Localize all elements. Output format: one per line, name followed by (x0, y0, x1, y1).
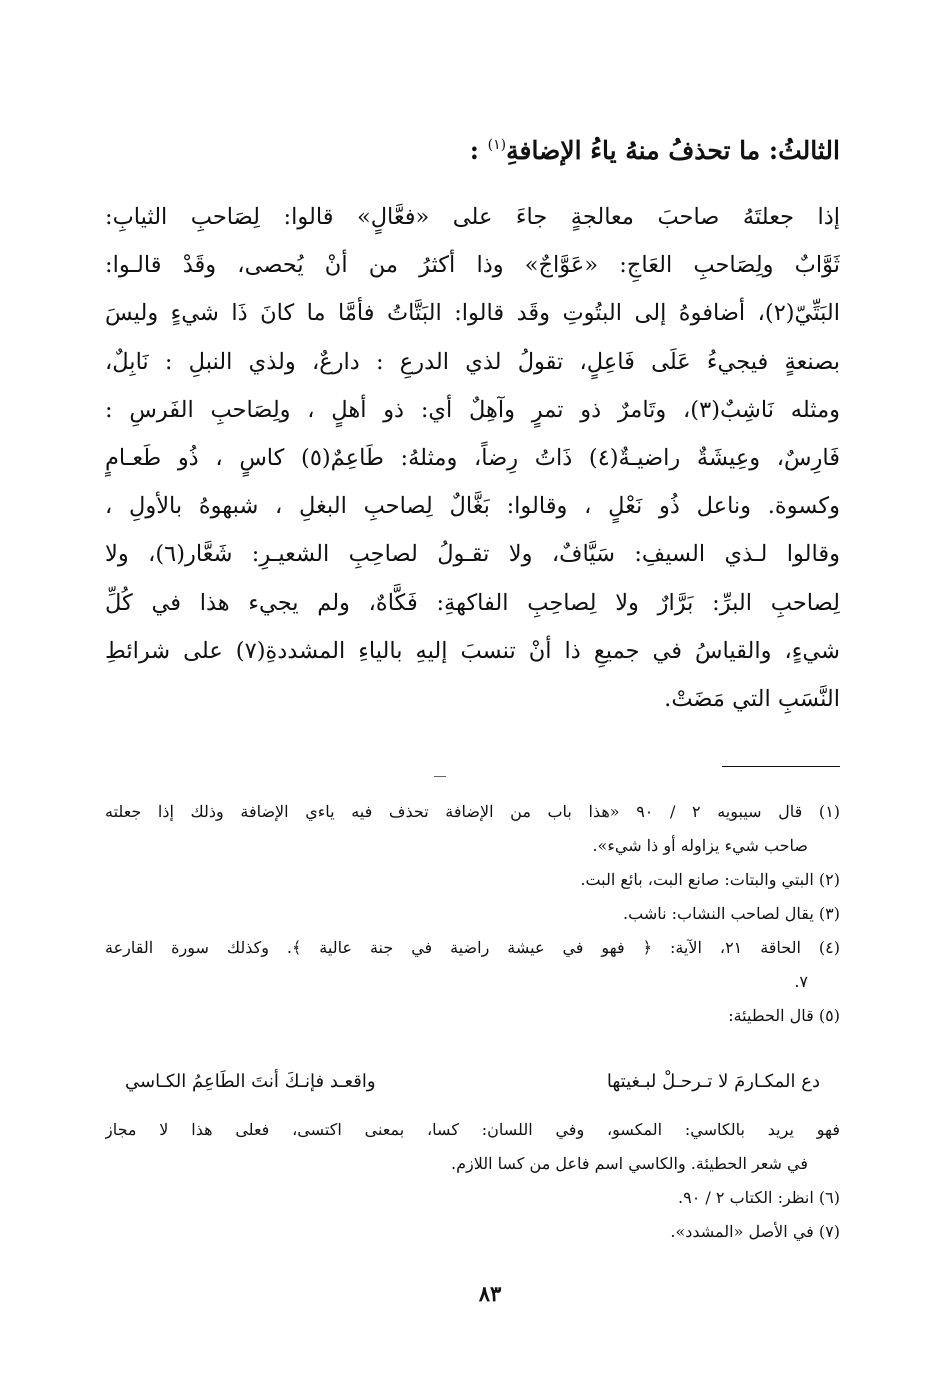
body-line: لِصاحبِ البرِّ: بَرَّارٌ ولا لِصاحِبِ الفاكهةِ: فَكَّاهٌ، ولم يجيء هذا في كُلِّ (105, 589, 840, 616)
footnote-5-commentary-continued: في شعر الحطيئة. والكاسي اسم فاعل من كسا اللازم. (450, 1154, 808, 1173)
body-paragraph (105, 193, 840, 723)
heading-note-ref: (١) (487, 137, 507, 153)
footnote-5: (٥) قال الحطيئة: (728, 1006, 840, 1025)
footnote-7: (٧) في الأصل «المشدد». (670, 1222, 840, 1241)
body-line: النَّسَبِ التي مَضَتْ. (664, 685, 840, 712)
page-number: ٨٣ (478, 1281, 502, 1306)
section-heading (110, 128, 840, 174)
body-line: وقالوا لـذي السيفِ: سَيَّافٌ، ولا تقـولُ لصاحِبِ الشعيـرِ: شَعَّار(٦)، ولا (105, 541, 840, 568)
footnote-1-continued: صاحب شيء يزاوله أو ذا شيء». (592, 836, 808, 855)
heading-colon: : (469, 136, 488, 165)
poem-verse (125, 1062, 820, 1102)
heading-text: الثالثُ: ما تحذفُ منهُ ياءُ الإضافةِ (506, 136, 840, 165)
body-line: وكسوة. وناعل ذُو نَعْلٍ ، وقالوا: بَغَّالٌ لِصاحبِ البغلِ ، شبهوهُ بالأولِ ، (105, 493, 840, 520)
footnote-4: (٤) الحاقة ٢١، الآية: ﴿ فهو في عيشة راضية في جنة عالية ﴾. وكذلك سورة القارعة (105, 938, 840, 957)
body-line: شيءٍ، والقياسُ في جميعِ ذا أنْ تنسبَ إليهِ بالياءِ المشددةِ(٧) على شرائطِ (105, 637, 840, 664)
body-line: إذا جعلتَهُ صاحبَ معالجةٍ جاءَ على «فعَّالٍ» قالوا: لِصَاحبِ الثيابِ: (105, 204, 840, 230)
footnotes (105, 795, 840, 1033)
body-line: فَارِسٌ، وعِيشَةٌ راضيـةٌ(٤) ذَاتُ رِضاً، ومثلهُ: طَاعِمٌ(٥) كاسٍ ، ذُو طَعـامٍ (105, 444, 840, 471)
poem-first-hemistich: دع المكـارمَ لا تـرحـلْ لبـغيتها (606, 1071, 820, 1092)
body-line: ثَوَّابٌ ولِصَاحبِ العَاجِ: «عَوَّاجٌ» وذا أكثرُ من أنْ يُحصى، وقَدْ قالـوا: (105, 252, 840, 279)
footnotes-continued (105, 1113, 840, 1249)
footnote-4-continued: ٧. (794, 972, 808, 991)
footnote-6: (٦) انظر: الكتاب ٢ / ٩٠. (678, 1188, 840, 1207)
body-line: بصنعةٍ فيجيءُ عَلَى فَاعِلٍ، تقولُ لذي الدرعِ : دارعٌ، ولذي النبلِ : نَابِلٌ، (105, 348, 840, 375)
print-mark (434, 776, 446, 777)
footnote-5-commentary: فهو يريد بالكاسي: المكسو، وفي اللسان: كسا، بمعنى اكتسى، فعلى هذا لا مجاز (105, 1120, 840, 1139)
poem-second-hemistich: واقعـد فإنـكَ أنتَ الطَاعِمُ الكـاسي (125, 1071, 376, 1092)
body-line: ومثله نَاشِبٌ(٣)، وتَامرٌ ذو تمرٍ وآهِلٌ أي: ذو أهلٍ ، ولِصَاحبِ الفَرسِ : (105, 396, 840, 423)
footnote-separator (722, 766, 840, 767)
body-line: البَتِّيّ(٢)، أضافوهُ إلى البتُوتِ وقَد قالوا: البَتَّاتُ فأمَّا ما كانَ ذَا شيءٍ وليسَ (105, 300, 840, 327)
footnote-2: (٢) البتي والبتات: صانع البت، بائع البت. (580, 870, 840, 889)
footnote-3: (٣) يقال لصاحب النشاب: ناشب. (623, 904, 840, 923)
footnote-1: (١) قال سيبويه ٢ / ٩٠ «هذا باب من الإضافة تحذف فيه ياءي الإضافة وذلك إذا جعلته (105, 802, 840, 821)
